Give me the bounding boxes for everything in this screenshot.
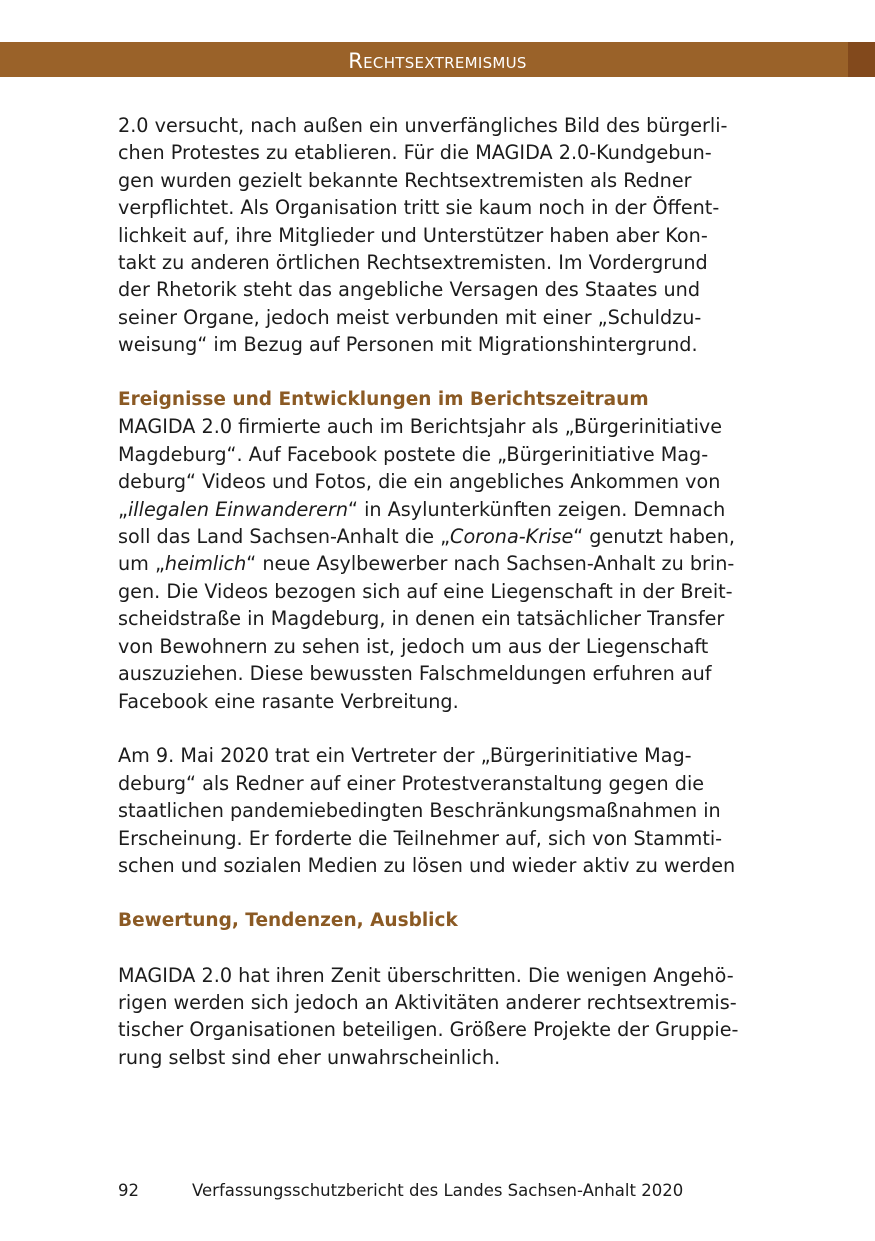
may-line: staatlichen pandemiebedingten Beschränkungsmaßnahmen in [118,799,721,823]
section-heading-outlook: Bewertung, Tendenzen, Ausblick [118,909,458,931]
may-line: Am 9. Mai 2020 trat ein Vertreter der „Bürgerinitiative Mag- [118,744,692,768]
line-rest: “ neue Asylbewerber nach Sachsen-Anhalt zu brin- [246,552,735,576]
events-line: auszuziehen. Diese bewussten Falschmeldungen erfuhren auf [118,662,712,686]
events-line [118,523,758,550]
intro-line: chen Protestes zu etablieren. Für die MAGIDA 2.0-Kundgebun- [118,141,712,165]
intro-line: 2.0 versucht, nach außen ein unverfängliches Bild des bürgerli- [118,114,728,137]
intro-line: seiner Organe, jedoch meist verbunden mit einer „Schuldzu- [118,305,702,329]
outlook-line: tischer Organisationen beteiligen. Größere Projekte der Gruppie- [118,1018,739,1042]
may-line: schen und sozialen Medien zu lösen und wieder aktiv zu werden [118,853,736,877]
outlook-line: rung selbst sind eher unwahrscheinlich. [118,1045,501,1069]
events-line: gen. Die Videos bezogen sich auf eine Liegenschaft in der Breit- [118,579,733,603]
intro-line: verpflichtet. Als Organisation tritt sie kaum noch in der Öffent- [118,196,720,220]
italic-phrase: Corona-Krise [450,525,574,549]
quote-open: „ [118,497,128,521]
intro-line: lichkeit auf, ihre Mitglieder und Unterstützer haben aber Kon- [118,223,708,247]
intro-line: gen wurden gezielt bekannte Rechtsextremisten als Redner [118,168,692,192]
page-body [118,112,758,1071]
section-heading-events: Ereignisse und Entwicklungen im Berichtszeitraum [118,389,649,411]
events-line: Facebook eine rasante Verbreitung. [118,689,459,713]
italic-phrase: heimlich [164,552,247,576]
page-number: 92 [118,1181,139,1200]
events-line [118,496,758,523]
line-start: soll das Land Sachsen-Anhalt die „ [118,525,451,549]
line-start: um „ [118,552,165,576]
line-rest: “ genutzt haben, [573,525,735,549]
may-line: deburg“ als Redner auf einer Protestveranstaltung gegen die [118,771,705,795]
italic-phrase: illegalen Einwanderern [127,497,349,521]
events-line: Magdeburg“. Auf Facebook postete die „Bürgerinitiative Mag- [118,442,709,466]
outlook-line: MAGIDA 2.0 hat ihren Zenit überschritten. Die wenigen Angehö- [118,963,734,987]
intro-line: der Rhetorik steht das angebliche Versagen des Staates und [118,278,701,302]
section-title: Rechtsextremismus [348,49,527,73]
intro-line: weisung“ im Bezug auf Personen mit Migrationshintergrund. [118,333,698,357]
publication-title: Verfassungsschutzbericht des Landes Sachsen-Anhalt 2020 [192,1181,684,1200]
line-rest: “ in Asylunterkünften zeigen. Demnach [348,497,726,521]
outlook-line: rigen werden sich jedoch an Aktivitäten anderer rechtsextremis- [118,990,737,1014]
events-line: von Bewohnern zu sehen ist, jedoch um aus der Liegenschaft [118,634,709,658]
may-line: Erscheinung. Er forderte die Teilnehmer auf, sich von Stammti- [118,826,723,850]
events-line: MAGIDA 2.0 firmierte auch im Berichtsjahr als „Bürgerinitiative [118,415,723,439]
events-line [118,550,758,577]
events-line: scheidstraße in Magdeburg, in denen ein tatsächlicher Transfer [118,607,725,631]
intro-line: takt zu anderen örtlichen Rechtsextremisten. Im Vordergrund [118,251,708,275]
events-line: deburg“ Videos und Fotos, die ein angebliches Ankommen von [118,470,721,494]
